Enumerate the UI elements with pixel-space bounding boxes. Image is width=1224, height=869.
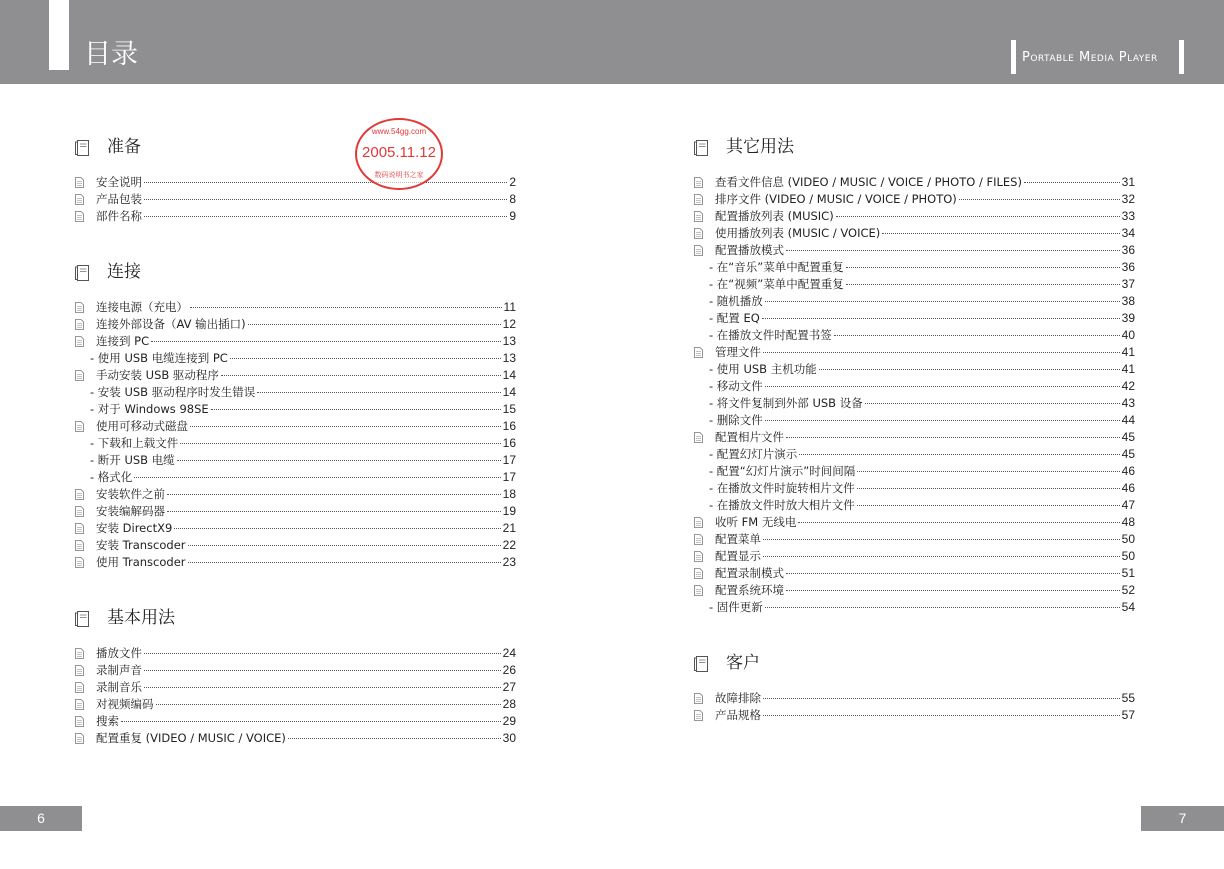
section-title: 基本用法 — [107, 608, 175, 628]
entry-title: 配置相片文件 — [715, 430, 784, 444]
entry-page-number: 36 — [1121, 243, 1135, 257]
document-icon — [75, 319, 84, 330]
entry-title: 收听 FM 无线电 — [715, 515, 797, 529]
toc-subentry — [74, 435, 516, 452]
document-icon — [75, 665, 84, 676]
entry-title: 使用播放列表 (MUSIC / VOICE) — [715, 226, 881, 240]
entry-page-number: 23 — [502, 555, 516, 569]
toc-subentry — [74, 401, 516, 418]
book-icon — [74, 139, 90, 157]
dot-leader — [762, 318, 1120, 319]
dot-leader — [144, 199, 507, 200]
entry-title: 产品包装 — [96, 192, 142, 206]
header-accent-bar-right-2 — [1179, 40, 1184, 74]
toc-entry — [74, 554, 516, 571]
entry-page-number: 26 — [502, 663, 516, 677]
entry-page-number: 50 — [1121, 532, 1135, 546]
toc-entry — [74, 730, 516, 747]
document-icon — [694, 432, 703, 443]
entry-page-number: 34 — [1121, 226, 1135, 240]
entry-page-number: 17 — [502, 470, 516, 484]
document-icon — [694, 710, 703, 721]
toc-entry — [693, 707, 1135, 724]
dot-leader — [174, 528, 500, 529]
dot-leader — [763, 715, 1120, 716]
entry-page-number: 42 — [1121, 379, 1135, 393]
page-header — [0, 0, 1224, 84]
entry-page-number: 33 — [1121, 209, 1135, 223]
toc-entry — [74, 367, 516, 384]
entry-title: - 配置 EQ — [709, 311, 760, 325]
toc-entry — [74, 486, 516, 503]
toc-subentry — [693, 361, 1135, 378]
dot-leader — [786, 250, 1120, 251]
toc-entry — [74, 174, 516, 191]
entry-title: 部件名称 — [96, 209, 142, 223]
stamp-date: 2005.11.12 — [362, 144, 436, 161]
entry-page-number: 13 — [502, 334, 516, 348]
toc-subentry — [693, 463, 1135, 480]
document-icon — [75, 506, 84, 517]
toc-entry — [693, 225, 1135, 242]
product-subtitle: Portable Media Player — [1022, 50, 1158, 65]
dot-leader — [799, 454, 1119, 455]
entry-title: 安装 DirectX9 — [96, 521, 173, 535]
dot-leader — [190, 307, 502, 308]
entry-title: - 配置幻灯片演示 — [709, 447, 798, 461]
toc-subentry — [693, 310, 1135, 327]
document-icon — [694, 194, 703, 205]
stamp-url: www.54gg.com — [371, 127, 427, 136]
dot-leader — [230, 358, 501, 359]
entry-title: - 固件更新 — [709, 600, 763, 614]
entry-title: 配置显示 — [715, 549, 761, 563]
entry-page-number: 51 — [1121, 566, 1135, 580]
section-title: 其它用法 — [726, 137, 794, 157]
document-icon — [75, 336, 84, 347]
document-icon — [75, 648, 84, 659]
toc-entry — [693, 174, 1135, 191]
entry-page-number: 11 — [503, 300, 516, 314]
entry-title: 配置菜单 — [715, 532, 761, 546]
toc-subentry — [74, 452, 516, 469]
toc-subentry — [693, 276, 1135, 293]
toc-entry — [74, 537, 516, 554]
dot-leader — [190, 426, 501, 427]
entry-title: 录制音乐 — [96, 680, 142, 694]
document-icon — [75, 177, 84, 188]
toc-subentry — [693, 497, 1135, 514]
dot-leader — [834, 335, 1120, 336]
entry-title: 配置系统环境 — [715, 583, 784, 597]
dot-leader — [134, 477, 500, 478]
toc-entry — [74, 520, 516, 537]
entry-page-number: 12 — [502, 317, 516, 331]
dot-leader — [144, 653, 501, 654]
dot-leader — [786, 437, 1120, 438]
entry-page-number: 14 — [502, 368, 516, 382]
dot-leader — [144, 216, 507, 217]
entry-page-number: 41 — [1121, 345, 1135, 359]
entry-page-number: 47 — [1121, 498, 1135, 512]
entry-page-number: 50 — [1121, 549, 1135, 563]
entry-title: - 配置“幻灯片演示”时间间隔 — [709, 464, 856, 478]
toc-section-heading — [74, 259, 516, 285]
entry-page-number: 45 — [1121, 447, 1135, 461]
entry-page-number: 39 — [1121, 311, 1135, 325]
dot-leader — [865, 403, 1120, 404]
entry-title: 配置播放模式 — [715, 243, 784, 257]
entry-page-number: 24 — [502, 646, 516, 660]
entry-page-number: 2 — [509, 175, 516, 189]
entry-title: 配置重复 (VIDEO / MUSIC / VOICE) — [96, 731, 286, 745]
dot-leader — [765, 607, 1120, 608]
document-icon — [694, 347, 703, 358]
page-number-right: 7 — [1141, 806, 1224, 831]
entry-title: - 在“音乐”菜单中配置重复 — [709, 260, 844, 274]
document-icon — [75, 421, 84, 432]
book-icon — [74, 610, 90, 628]
dot-leader — [121, 721, 501, 722]
dot-leader — [257, 392, 500, 393]
entry-title: - 格式化 — [90, 470, 133, 484]
entry-title: 搜索 — [96, 714, 119, 728]
entry-page-number: 8 — [509, 192, 516, 206]
dot-leader — [144, 687, 501, 688]
entry-page-number: 27 — [502, 680, 516, 694]
document-icon — [694, 551, 703, 562]
toc-entry — [693, 514, 1135, 531]
toc-subentry — [74, 350, 516, 367]
toc-subentry — [74, 469, 516, 486]
toc-subentry — [693, 259, 1135, 276]
section-title: 连接 — [107, 262, 141, 282]
toc-entry — [693, 582, 1135, 599]
dot-leader — [221, 375, 501, 376]
toc-section-heading — [693, 134, 1135, 160]
entry-title: 录制声音 — [96, 663, 142, 677]
dot-leader — [846, 267, 1120, 268]
entry-page-number: 22 — [502, 538, 516, 552]
document-icon — [75, 540, 84, 551]
dot-leader — [1024, 182, 1120, 183]
entry-title: 安全说明 — [96, 175, 142, 189]
document-icon — [694, 245, 703, 256]
entry-page-number: 15 — [502, 402, 516, 416]
document-icon — [694, 534, 703, 545]
entry-page-number: 13 — [502, 351, 516, 365]
document-icon — [75, 699, 84, 710]
document-icon — [694, 211, 703, 222]
entry-page-number: 19 — [502, 504, 516, 518]
dot-leader — [763, 539, 1120, 540]
toc-subentry — [693, 480, 1135, 497]
section-title: 客户 — [726, 653, 760, 673]
dot-leader — [959, 199, 1120, 200]
entry-title: 配置录制模式 — [715, 566, 784, 580]
toc-entry — [693, 548, 1135, 565]
toc-entry — [693, 565, 1135, 582]
dot-leader — [763, 698, 1120, 699]
entry-page-number: 40 — [1121, 328, 1135, 342]
document-icon — [694, 228, 703, 239]
entry-title: - 在播放文件时配置书签 — [709, 328, 832, 342]
dot-leader — [211, 409, 501, 410]
entry-title: 使用可移动式磁盘 — [96, 419, 188, 433]
entry-page-number: 44 — [1121, 413, 1135, 427]
dot-leader — [156, 704, 501, 705]
entry-title: 连接到 PC — [96, 334, 150, 348]
toc-entry — [74, 299, 516, 316]
toc-subentry — [693, 446, 1135, 463]
entry-page-number: 30 — [502, 731, 516, 745]
entry-title: - 安装 USB 驱动程序时发生错误 — [90, 385, 256, 399]
dot-leader — [188, 562, 501, 563]
entry-page-number: 57 — [1121, 708, 1135, 722]
dot-leader — [248, 324, 501, 325]
dot-leader — [857, 488, 1120, 489]
section-title: 准备 — [107, 137, 141, 157]
document-icon — [75, 557, 84, 568]
toc-entry — [74, 316, 516, 333]
entry-title: - 在播放文件时放大相片文件 — [709, 498, 855, 512]
entry-title: 管理文件 — [715, 345, 761, 359]
dot-leader — [786, 590, 1120, 591]
dot-leader — [763, 352, 1120, 353]
dot-leader — [765, 420, 1120, 421]
entry-page-number: 52 — [1121, 583, 1135, 597]
dot-leader — [819, 369, 1120, 370]
entry-page-number: 41 — [1121, 362, 1135, 376]
dot-leader — [180, 443, 500, 444]
entry-title: 安装编解码器 — [96, 504, 165, 518]
dot-leader — [857, 505, 1120, 506]
entry-page-number: 55 — [1121, 691, 1135, 705]
dot-leader — [882, 233, 1119, 234]
entry-title: - 随机播放 — [709, 294, 763, 308]
toc-subentry — [693, 327, 1135, 344]
entry-title: - 删除文件 — [709, 413, 763, 427]
toc-entry — [74, 662, 516, 679]
book-icon — [693, 139, 709, 157]
document-icon — [75, 523, 84, 534]
toc-entry — [693, 531, 1135, 548]
entry-title: 连接外部设备（AV 输出插口) — [96, 317, 246, 331]
dot-leader — [144, 670, 501, 671]
entry-title: - 将文件复制到外部 USB 设备 — [709, 396, 863, 410]
dot-leader — [765, 386, 1120, 387]
entry-page-number: 54 — [1121, 600, 1135, 614]
entry-title: - 在“视频”菜单中配置重复 — [709, 277, 844, 291]
toc-entry — [74, 713, 516, 730]
document-icon — [75, 733, 84, 744]
toc-entry — [74, 208, 516, 225]
entry-title: - 断开 USB 电缆 — [90, 453, 175, 467]
toc-section-heading — [74, 134, 516, 160]
book-icon — [74, 264, 90, 282]
toc-entry — [74, 679, 516, 696]
entry-title: 连接电源（充电） — [96, 300, 188, 314]
entry-page-number: 14 — [502, 385, 516, 399]
dot-leader — [763, 556, 1120, 557]
toc-subentry — [693, 412, 1135, 429]
header-accent-bar-left — [49, 0, 69, 70]
dot-leader — [167, 511, 501, 512]
entry-page-number: 38 — [1121, 294, 1135, 308]
entry-title: - 在播放文件时旋转相片文件 — [709, 481, 855, 495]
page-title: 目录 — [84, 39, 138, 70]
entry-page-number: 43 — [1121, 396, 1135, 410]
header-accent-bar-right-1 — [1011, 40, 1016, 74]
toc-subentry — [693, 378, 1135, 395]
entry-page-number: 17 — [502, 453, 516, 467]
page-number-left: 6 — [0, 806, 82, 831]
toc-entry — [74, 503, 516, 520]
entry-page-number: 18 — [502, 487, 516, 501]
toc-entry — [74, 418, 516, 435]
toc-entry — [74, 696, 516, 713]
toc-entry — [693, 344, 1135, 361]
entry-title: 产品规格 — [715, 708, 761, 722]
document-icon — [75, 682, 84, 693]
document-icon — [75, 211, 84, 222]
entry-title: 查看文件信息 (VIDEO / MUSIC / VOICE / PHOTO / FILES) — [715, 175, 1022, 189]
watermark-stamp — [355, 118, 443, 190]
toc-section-heading — [74, 605, 516, 631]
toc-entry — [74, 645, 516, 662]
toc-entry — [693, 429, 1135, 446]
dot-leader — [857, 471, 1119, 472]
entry-title: 安装软件之前 — [96, 487, 165, 501]
dot-leader — [177, 460, 501, 461]
dot-leader — [151, 341, 501, 342]
toc-entry — [693, 191, 1135, 208]
dot-leader — [144, 182, 507, 183]
toc-entry — [74, 333, 516, 350]
book-icon — [693, 655, 709, 673]
document-icon — [694, 177, 703, 188]
entry-page-number: 28 — [502, 697, 516, 711]
entry-title: 排序文件 (VIDEO / MUSIC / VOICE / PHOTO) — [715, 192, 957, 206]
dot-leader — [846, 284, 1120, 285]
document-icon — [694, 693, 703, 704]
toc-entry — [693, 690, 1135, 707]
toc-right-column — [693, 134, 1135, 724]
entry-title: - 移动文件 — [709, 379, 763, 393]
entry-page-number: 16 — [502, 436, 516, 450]
entry-page-number: 46 — [1121, 464, 1135, 478]
toc-subentry — [693, 599, 1135, 616]
entry-title: - 使用 USB 主机功能 — [709, 362, 817, 376]
entry-page-number: 32 — [1121, 192, 1135, 206]
toc-subentry — [693, 293, 1135, 310]
entry-page-number: 37 — [1121, 277, 1135, 291]
document-icon — [694, 568, 703, 579]
document-icon — [75, 716, 84, 727]
entry-title: 手动安装 USB 驱动程序 — [96, 368, 219, 382]
entry-page-number: 9 — [509, 209, 516, 223]
entry-title: 故障排除 — [715, 691, 761, 705]
dot-leader — [167, 494, 501, 495]
dot-leader — [188, 545, 501, 546]
document-icon — [75, 489, 84, 500]
entry-title: - 使用 USB 电缆连接到 PC — [90, 351, 228, 365]
entry-title: 播放文件 — [96, 646, 142, 660]
stamp-label: 数码说明书之家 — [374, 171, 424, 179]
entry-page-number: 36 — [1121, 260, 1135, 274]
dot-leader — [798, 522, 1119, 523]
toc-section-heading — [693, 650, 1135, 676]
document-icon — [694, 517, 703, 528]
toc-entry — [693, 242, 1135, 259]
document-icon — [75, 194, 84, 205]
entry-title: - 下载和上载文件 — [90, 436, 179, 450]
document-icon — [75, 370, 84, 381]
toc-subentry — [693, 395, 1135, 412]
dot-leader — [786, 573, 1120, 574]
toc-left-column — [74, 134, 516, 747]
entry-page-number: 16 — [502, 419, 516, 433]
dot-leader — [765, 301, 1120, 302]
dot-leader — [836, 216, 1120, 217]
toc-entry — [693, 208, 1135, 225]
document-icon — [75, 302, 84, 313]
toc-entry — [74, 191, 516, 208]
toc-subentry — [74, 384, 516, 401]
entry-title: 安装 Transcoder — [96, 538, 186, 552]
entry-title: 对视频编码 — [96, 697, 154, 711]
entry-page-number: 48 — [1121, 515, 1135, 529]
entry-title: 使用 Transcoder — [96, 555, 186, 569]
entry-page-number: 31 — [1121, 175, 1135, 189]
entry-page-number: 45 — [1121, 430, 1135, 444]
document-icon — [694, 585, 703, 596]
dot-leader — [288, 738, 501, 739]
entry-page-number: 21 — [502, 521, 516, 535]
entry-title: - 对于 Windows 98SE — [90, 402, 209, 416]
entry-title: 配置播放列表 (MUSIC) — [715, 209, 834, 223]
entry-page-number: 46 — [1121, 481, 1135, 495]
entry-page-number: 29 — [502, 714, 516, 728]
